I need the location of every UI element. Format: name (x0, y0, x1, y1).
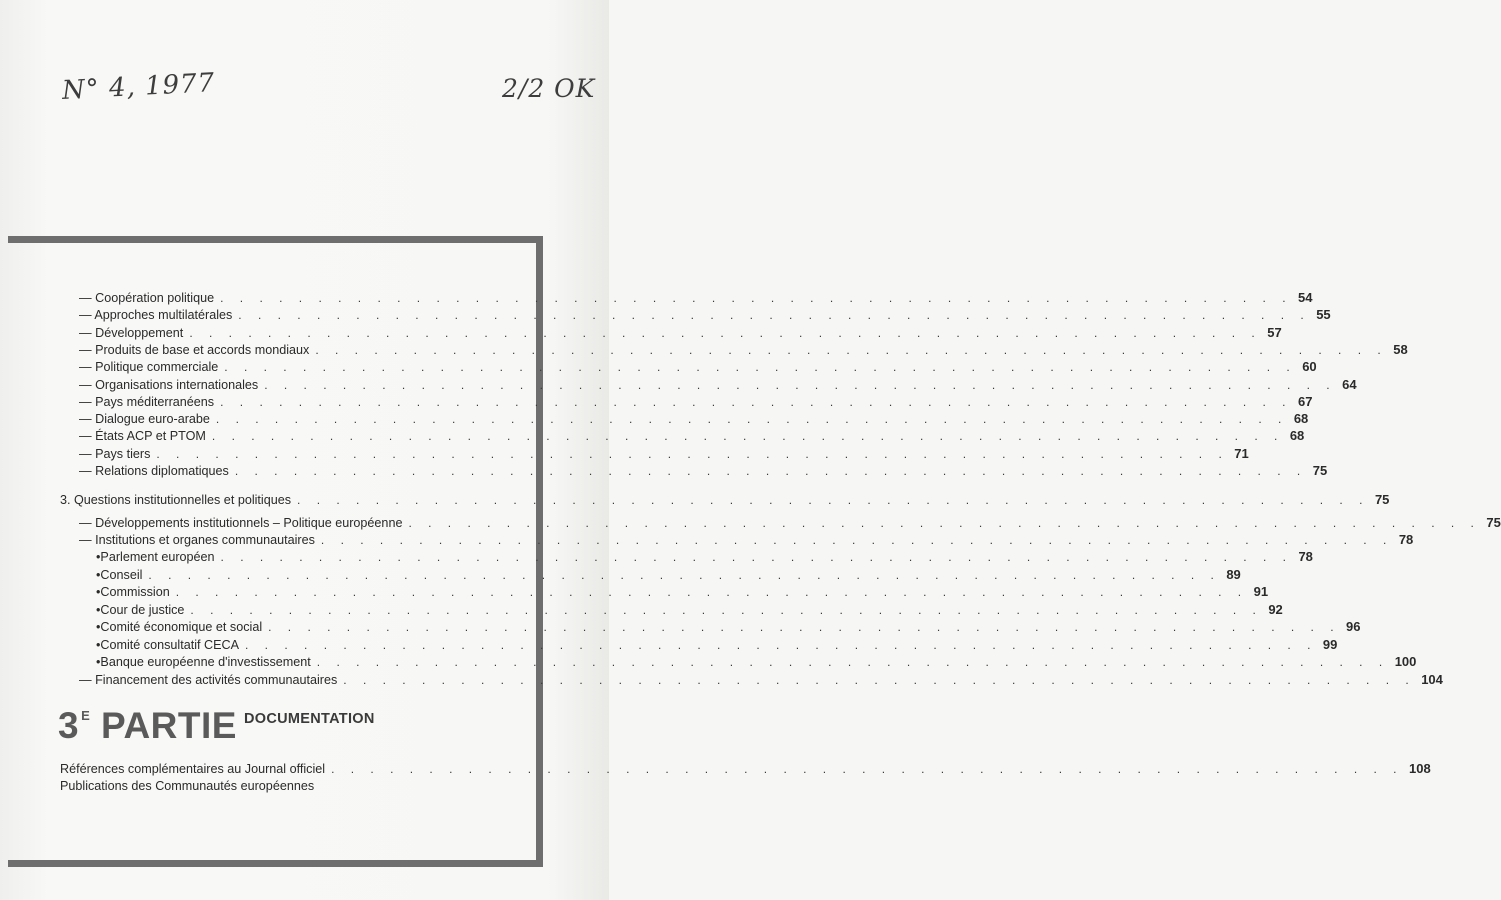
toc-leader-dots: . . . . . . . . . . . . . . . . . . . . . . . . . . . . . . . . . . . . . . . . . . . . . . . . . . . . . . . (268, 620, 1341, 634)
toc-page-number: 96 (1346, 619, 1361, 634)
toc-entry-label: Comité consultatif CECA (100, 637, 240, 652)
toc-entry-label: Parlement européen (100, 550, 215, 564)
toc-page-number: 78 (1398, 532, 1414, 548)
toc-entry-label: — Financement des activités communautaires (79, 673, 338, 687)
part-3-word: PARTIE (101, 705, 237, 746)
toc-entry-label: — Produits de base et accords mondiaux (79, 342, 310, 357)
toc-page-number: 75 (1312, 463, 1328, 478)
toc-entry[interactable] (79, 444, 1249, 461)
toc-leader-dots: . . . . . . . . . . . . . . . . . . . . . . . . . . . . . . . . . . . . . . . . . . . . . . . . . . . . . . . (238, 308, 1311, 323)
toc-leader-dots: . . . . . . . . . . . . . . . . . . . . . . . . . . . . . . . . . . . . . . . . . . . . . . . . . . . . . . . (189, 325, 1262, 340)
toc-page-number: 68 (1293, 411, 1309, 427)
toc-entry[interactable] (79, 305, 1331, 323)
toc-entry-label: — Dialogue euro-arabe (79, 412, 210, 427)
toc-entry[interactable] (96, 600, 1283, 617)
toc-entry[interactable] (79, 323, 1282, 340)
toc-entry-label: — Pays tiers (79, 446, 151, 461)
toc-page-number: 71 (1234, 445, 1249, 461)
bullet-icon: • (96, 637, 101, 652)
toc-leader-dots: . . . . . . . . . . . . . . . . . . . . . . . . . . . . . . . . . . . . . . . . . . . . . . . . . . . . . . . (211, 429, 1284, 444)
toc-entry-label: Cour de justice (100, 602, 185, 617)
toc-entry[interactable] (96, 635, 1338, 652)
toc-entry[interactable] (79, 426, 1305, 444)
toc-entry-label: Publications des Communautés européennes (60, 779, 315, 793)
part-3-number: 3 (58, 705, 80, 746)
toc-leader-dots: . . . . . . . . . . . . . . . . . . . . . . . . . . . . . . . . . . . . . . . . . . . . . . . . . . . . . . . (156, 446, 1229, 461)
toc-page-number: 99 (1322, 636, 1338, 652)
toc-entry[interactable] (96, 652, 1417, 669)
toc-page-number: 104 (1421, 672, 1443, 687)
toc-page-number: 92 (1268, 601, 1283, 617)
toc-entry-label: — Pays méditerranéens (79, 394, 215, 409)
handwritten-check-note: 2/2 OK (502, 74, 596, 103)
toc-page-number: 55 (1316, 307, 1331, 323)
toc-page-number: 108 (1408, 761, 1431, 776)
bullet-icon: • (96, 585, 101, 599)
toc-entry[interactable] (79, 392, 1313, 409)
toc-entry[interactable] (79, 340, 1408, 357)
toc-entry-label: Banque européenne d'investissement (100, 655, 311, 669)
toc-page-number: 75 (1486, 515, 1501, 530)
bullet-icon: • (96, 567, 101, 582)
toc-leader-dots: . . . . . . . . . . . . . . . . . . . . . . . . . . . . . . . . . . . . . . . . . . . . . . . . . . . . . . . (331, 762, 1403, 776)
toc-entry[interactable] (79, 409, 1309, 427)
toc-entry[interactable] (96, 617, 1361, 634)
bullet-icon: • (96, 655, 101, 669)
toc-leader-dots: . . . . . . . . . . . . . . . . . . . . . . . . . . . . . . . . . . . . . . . . . . . . . . . . . . . . . . . (224, 360, 1297, 375)
toc-entry-label: — Coopération politique (79, 291, 215, 305)
handwritten-issue-number: N° 4, 1977 (61, 68, 216, 106)
toc-leader-dots: . . . . . . . . . . . . . . . . . . . . . . . . . . . . . . . . . . . . . . . . . . . . . . . . . . . . . . . (264, 377, 1337, 392)
toc-page-number: 78 (1298, 549, 1313, 564)
toc-page-number: 57 (1267, 324, 1282, 340)
toc-leader-dots: . . . . . . . . . . . . . . . . . . . . . . . . . . . . . . . . . . . . . . . . . . . . . . . . . . . . . . . (320, 533, 1393, 548)
part-3-title (58, 707, 237, 744)
toc-leader-dots: . . . . . . . . . . . . . . . . . . . . . . . . . . . . . . . . . . . . . . . . . . . . . . . . . . . . . . . (343, 673, 1416, 687)
toc-entry[interactable] (79, 530, 1414, 548)
toc-leader-dots: . . . . . . . . . . . . . . . . . . . . . . . . . . . . . . . . . . . . . . . . . . . . . . . . . . . . . . . (245, 637, 1317, 652)
toc-entry-label: — Organisations internationales (79, 377, 259, 392)
part-3-superscript: E (81, 708, 91, 723)
toc-page-number: 91 (1253, 584, 1269, 599)
toc-section-3[interactable] (60, 490, 1390, 507)
toc-page-number: 89 (1226, 566, 1241, 582)
toc-entry-label: — Institutions et organes communautaires (79, 533, 315, 548)
toc-leader-dots: . . . . . . . . . . . . . . . . . . . . . . . . . . . . . . . . . . . . . . . . . . . . . . . . . . . . . . . (220, 394, 1293, 409)
bullet-icon: • (96, 550, 101, 564)
toc-entry-financement[interactable] (79, 670, 1443, 687)
toc-entry-label: — Politique commerciale (79, 360, 219, 375)
toc-page-number: 100 (1394, 654, 1417, 669)
content-frame-bottom-border (8, 860, 543, 867)
toc-entry[interactable] (79, 513, 1501, 530)
toc-leader-dots: . . . . . . . . . . . . . . . . . . . . . . . . . . . . . . . . . . . . . . . . . . . . . . . . . . . . . . . (148, 567, 1221, 582)
toc-entry-label: Références complémentaires au Journal officiel (60, 762, 326, 776)
bullet-icon: • (96, 620, 101, 634)
toc-entry-label: Conseil (100, 567, 143, 582)
toc-page-number: 75 (1374, 492, 1390, 507)
toc-page-number: 67 (1298, 393, 1313, 409)
toc-entry-label: — Développement (79, 325, 184, 340)
toc-page-number: 60 (1302, 359, 1317, 375)
toc-page-number: 64 (1342, 376, 1357, 392)
toc-entry[interactable] (79, 288, 1313, 305)
toc-leader-dots: . . . . . . . . . . . . . . . . . . . . . . . . . . . . . . . . . . . . . . . . . . . . . . . . . . . . . . . (215, 412, 1288, 427)
bullet-icon: • (96, 602, 101, 617)
toc-leader-dots: . . . . . . . . . . . . . . . . . . . . . . . . . . . . . . . . . . . . . . . . . . . . . . . . . . . . . . . (316, 655, 1389, 669)
toc-entry-label: — Relations diplomatiques (79, 464, 229, 478)
toc-page-number: 68 (1289, 428, 1305, 444)
toc-entry-label: Commission (100, 585, 170, 599)
toc-entry-publications[interactable] (60, 776, 496, 793)
toc-entry[interactable] (79, 461, 1328, 478)
toc-leader-dots: . . . . . . . . . . . . . . . . . . . . . . . . . . . . . . . . . . . . . . . . . . . . . . . . . . . . . . . (175, 585, 1248, 599)
toc-leader-dots: . . . . . . . . . . . . . . . . . . . . . . . . . . . . . . . . . . . . . . . . . . . . . . . . . . . . . . . (408, 516, 1481, 530)
toc-leader-dots: . . . . . . . . . . . . . . . . . . . . . . . . . . . . . . . . . . . . . . . . . . . . . . . . . . . . . . . (297, 493, 1369, 507)
toc-entry[interactable] (96, 565, 1241, 582)
toc-leader-dots: . . . . . . . . . . . . . . . . . . . . . . . . . . . . . . . . . . . . . . . . . . . . . . . . . . . . . . . (190, 602, 1263, 617)
toc-leader-dots: . . . . . . . . . . . . . . . . . . . . . . . . . . . . . . . . . . . . . . . . . . . . . . . . . . . . . . . (315, 342, 1388, 357)
toc-page-number: 58 (1393, 341, 1408, 357)
toc-page-number: 54 (1298, 290, 1313, 305)
toc-entry-references-jo[interactable] (60, 759, 1431, 776)
documentation-heading: DOCUMENTATION (244, 711, 375, 727)
toc-leader-dots: . . . . . . . . . . . . . . . . . . . . . . . . . . . . . . . . . . . . . . . . . . . . . . . . . . . . . . . (220, 550, 1293, 564)
toc-leader-dots: . . . . . . . . . . . . . . . . . . . . . . . . . . . . . . . . . . . . . . . . . . . . . . . . . . . . . . . (234, 464, 1307, 478)
toc-entry[interactable] (79, 375, 1357, 392)
toc-entry[interactable] (96, 582, 1269, 599)
toc-entry-label: — Approches multilatérales (79, 308, 233, 323)
toc-leader-dots: . . . . . . . . . . . . . . . . . . . . . . . . . . . . . . . . . . . . . . . . . . . . . . . . . . . . . . . (220, 291, 1293, 305)
toc-entry-label: Comité économique et social (100, 620, 263, 634)
toc-entry[interactable] (96, 547, 1313, 564)
toc-entry-label: — Développements institutionnels – Politique européenne (79, 516, 403, 530)
toc-entry-label: — États ACP et PTOM (79, 429, 206, 444)
toc-entry[interactable] (79, 357, 1317, 375)
toc-section-3-label: 3. Questions institutionnelles et politiques (60, 493, 292, 507)
